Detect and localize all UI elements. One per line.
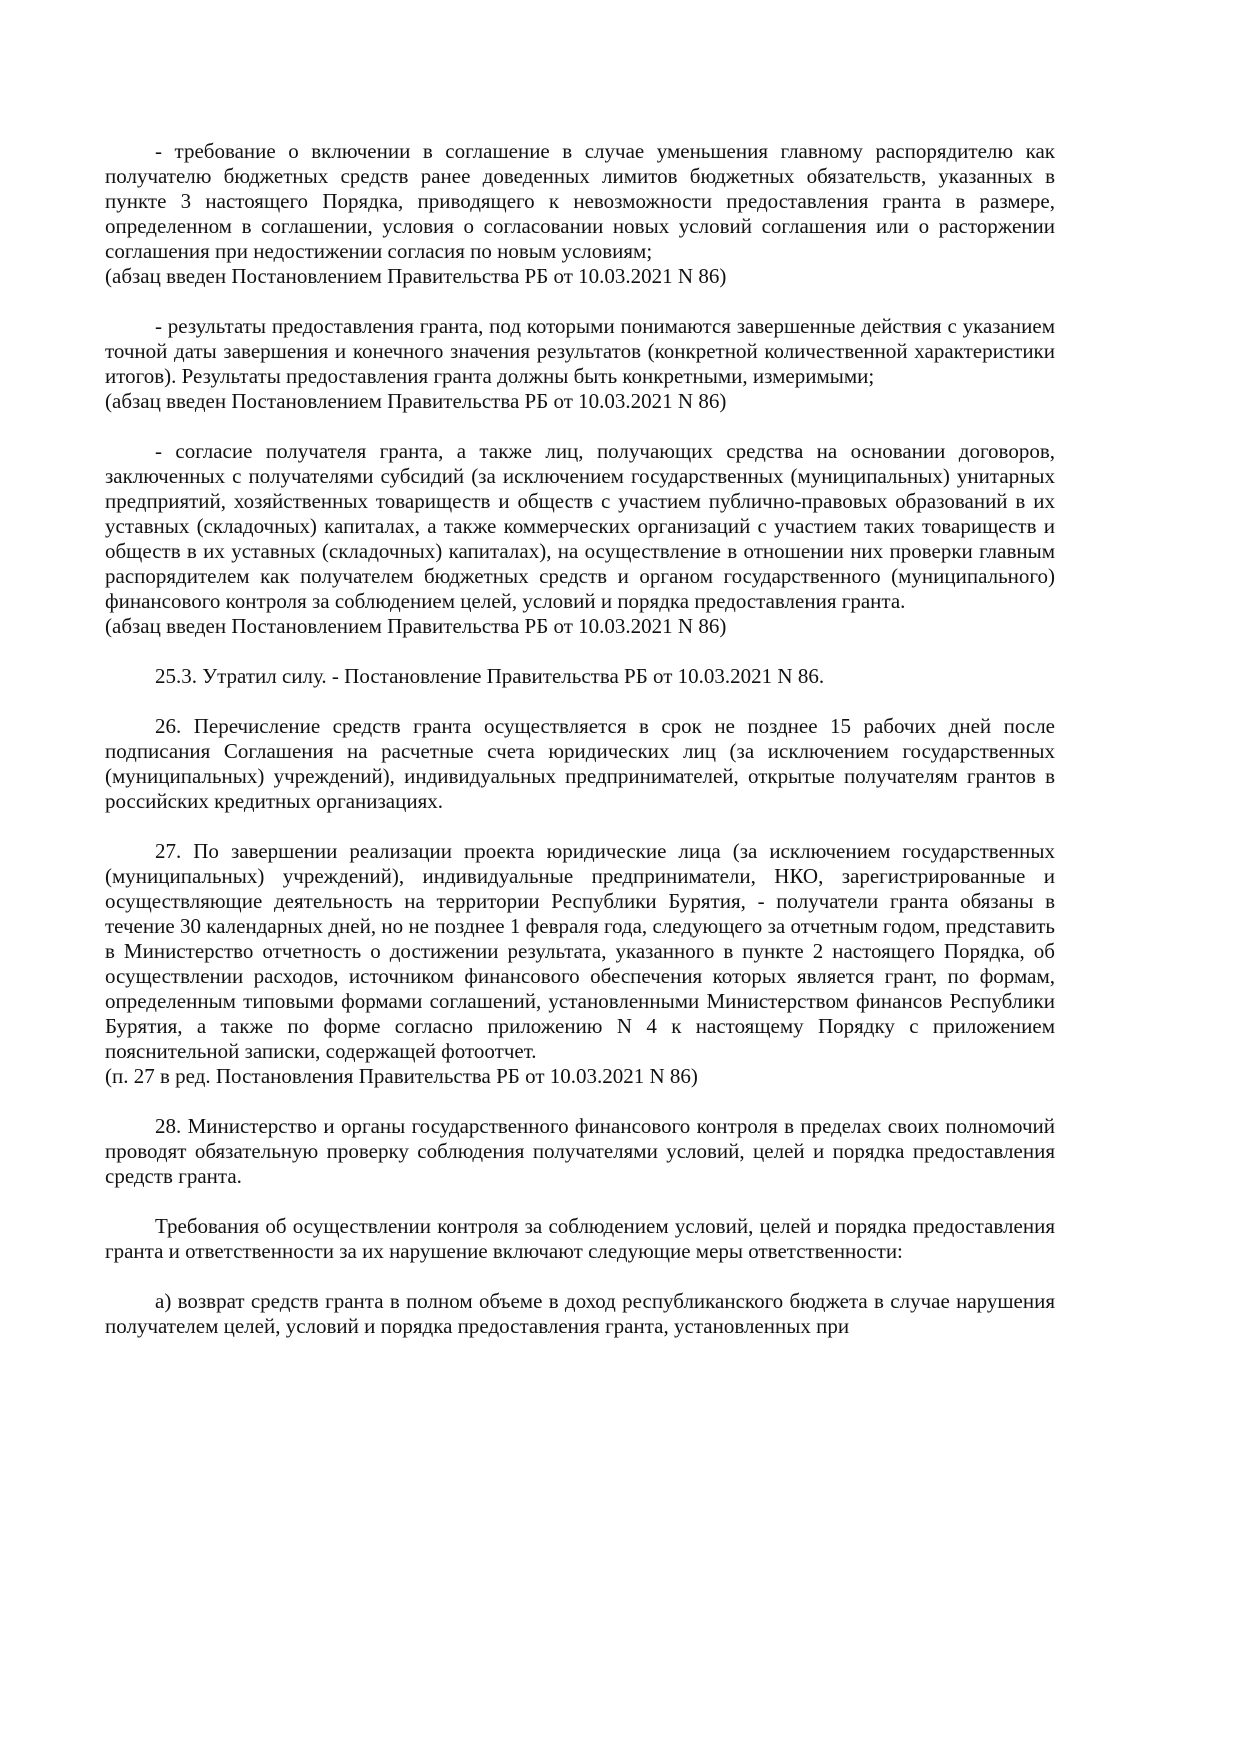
paragraph-text: 28. Министерство и органы государственного финансового контроля в пределах своих полномочий проводят обязательную проверку соблюдения получателями условий, целей и порядка предоставления средств гранта. — [105, 1114, 1055, 1188]
paragraph — [105, 1289, 1055, 1339]
paragraph — [105, 439, 1055, 639]
paragraph-text: - согласие получателя гранта, а также лиц, получающих средства на основании договоров, заключенных с получателями субсидий (за исключением государственных (муниципальных) унитарных предприятий, хозяйственных товариществ и обществ с участием публично-правовых образований в их уставных (складочных) капиталах, а также коммерческих организаций с участием таких товариществ и обществ в их уставных (складочных) капиталах), на осуществление в отношении них проверки главным распорядителем как получателем бюджетных средств и органом государственного (муниципального) финансового контроля за соблюдением целей, условий и порядка предоставления гранта. — [105, 439, 1055, 613]
paragraph — [105, 714, 1055, 814]
paragraph — [105, 1114, 1055, 1189]
paragraph-text: а) возврат средств гранта в полном объеме в доход республиканского бюджета в случае нарушения получателем целей, условий и порядка предоставления гранта, установленных при — [105, 1289, 1055, 1338]
paragraph-text: Требования об осуществлении контроля за соблюдением условий, целей и порядка предоставления гранта и ответственности за их нарушение включают следующие меры ответственности: — [105, 1214, 1055, 1263]
paragraph-text: 26. Перечисление средств гранта осуществляется в срок не позднее 15 рабочих дней после подписания Соглашения на расчетные счета юридических лиц (за исключением государственных (муниципальных) учреждений), индивидуальных предпринимателей, открытые получателям грантов в российских кредитных организациях. — [105, 714, 1055, 813]
paragraph-text: - результаты предоставления гранта, под которыми понимаются завершенные действия с указанием точной даты завершения и конечного значения результатов (конкретной количественной характеристики итогов). Результаты предоставления гранта должны быть конкретными, измеримыми; — [105, 314, 1055, 388]
paragraph — [105, 1214, 1055, 1264]
paragraph-text: 25.3. Утратил силу. - Постановление Правительства РБ от 10.03.2021 N 86. — [155, 664, 825, 688]
paragraph — [105, 139, 1055, 289]
paragraph-text: 27. По завершении реализации проекта юридические лица (за исключением государственных (муниципальных) учреждений), индивидуальные предприниматели, НКО, зарегистрированные и осуществляющие деятельность на территории Республики Бурятия, - получатели гранта обязаны в течение 30 календарных дней, но не позднее 1 февраля года, следующего за отчетным годом, представить в Министерство отчетность о достижении результата, указанного в пункте 2 настоящего Порядка, об осуществлении расходов, источником финансового обеспечения которых является грант, по формам, определенным типовыми формами соглашений, установленными Министерством финансов Республики Бурятия, а также по форме согласно приложению N 4 к настоящему Порядку с приложением пояснительной записки, содержащей фотоотчет. — [105, 839, 1055, 1063]
amendment-note: (абзац введен Постановлением Правительства РБ от 10.03.2021 N 86) — [105, 614, 727, 638]
amendment-note: (абзац введен Постановлением Правительства РБ от 10.03.2021 N 86) — [105, 264, 727, 288]
amendment-note: (абзац введен Постановлением Правительства РБ от 10.03.2021 N 86) — [105, 389, 727, 413]
paragraph-text: - требование о включении в соглашение в случае уменьшения главному распорядителю как получателю бюджетных средств ранее доведенных лимитов бюджетных обязательств, указанных в пункте 3 настоящего Порядка, приводящего к невозможности предоставления гранта в размере, определенном в соглашении, условия о согласовании новых условий соглашения или о расторжении соглашения при недостижении согласия по новым условиям; — [105, 139, 1055, 263]
amendment-note: (п. 27 в ред. Постановления Правительства РБ от 10.03.2021 N 86) — [105, 1064, 698, 1088]
paragraph — [105, 314, 1055, 414]
paragraph — [105, 664, 1055, 689]
paragraph — [105, 839, 1055, 1089]
